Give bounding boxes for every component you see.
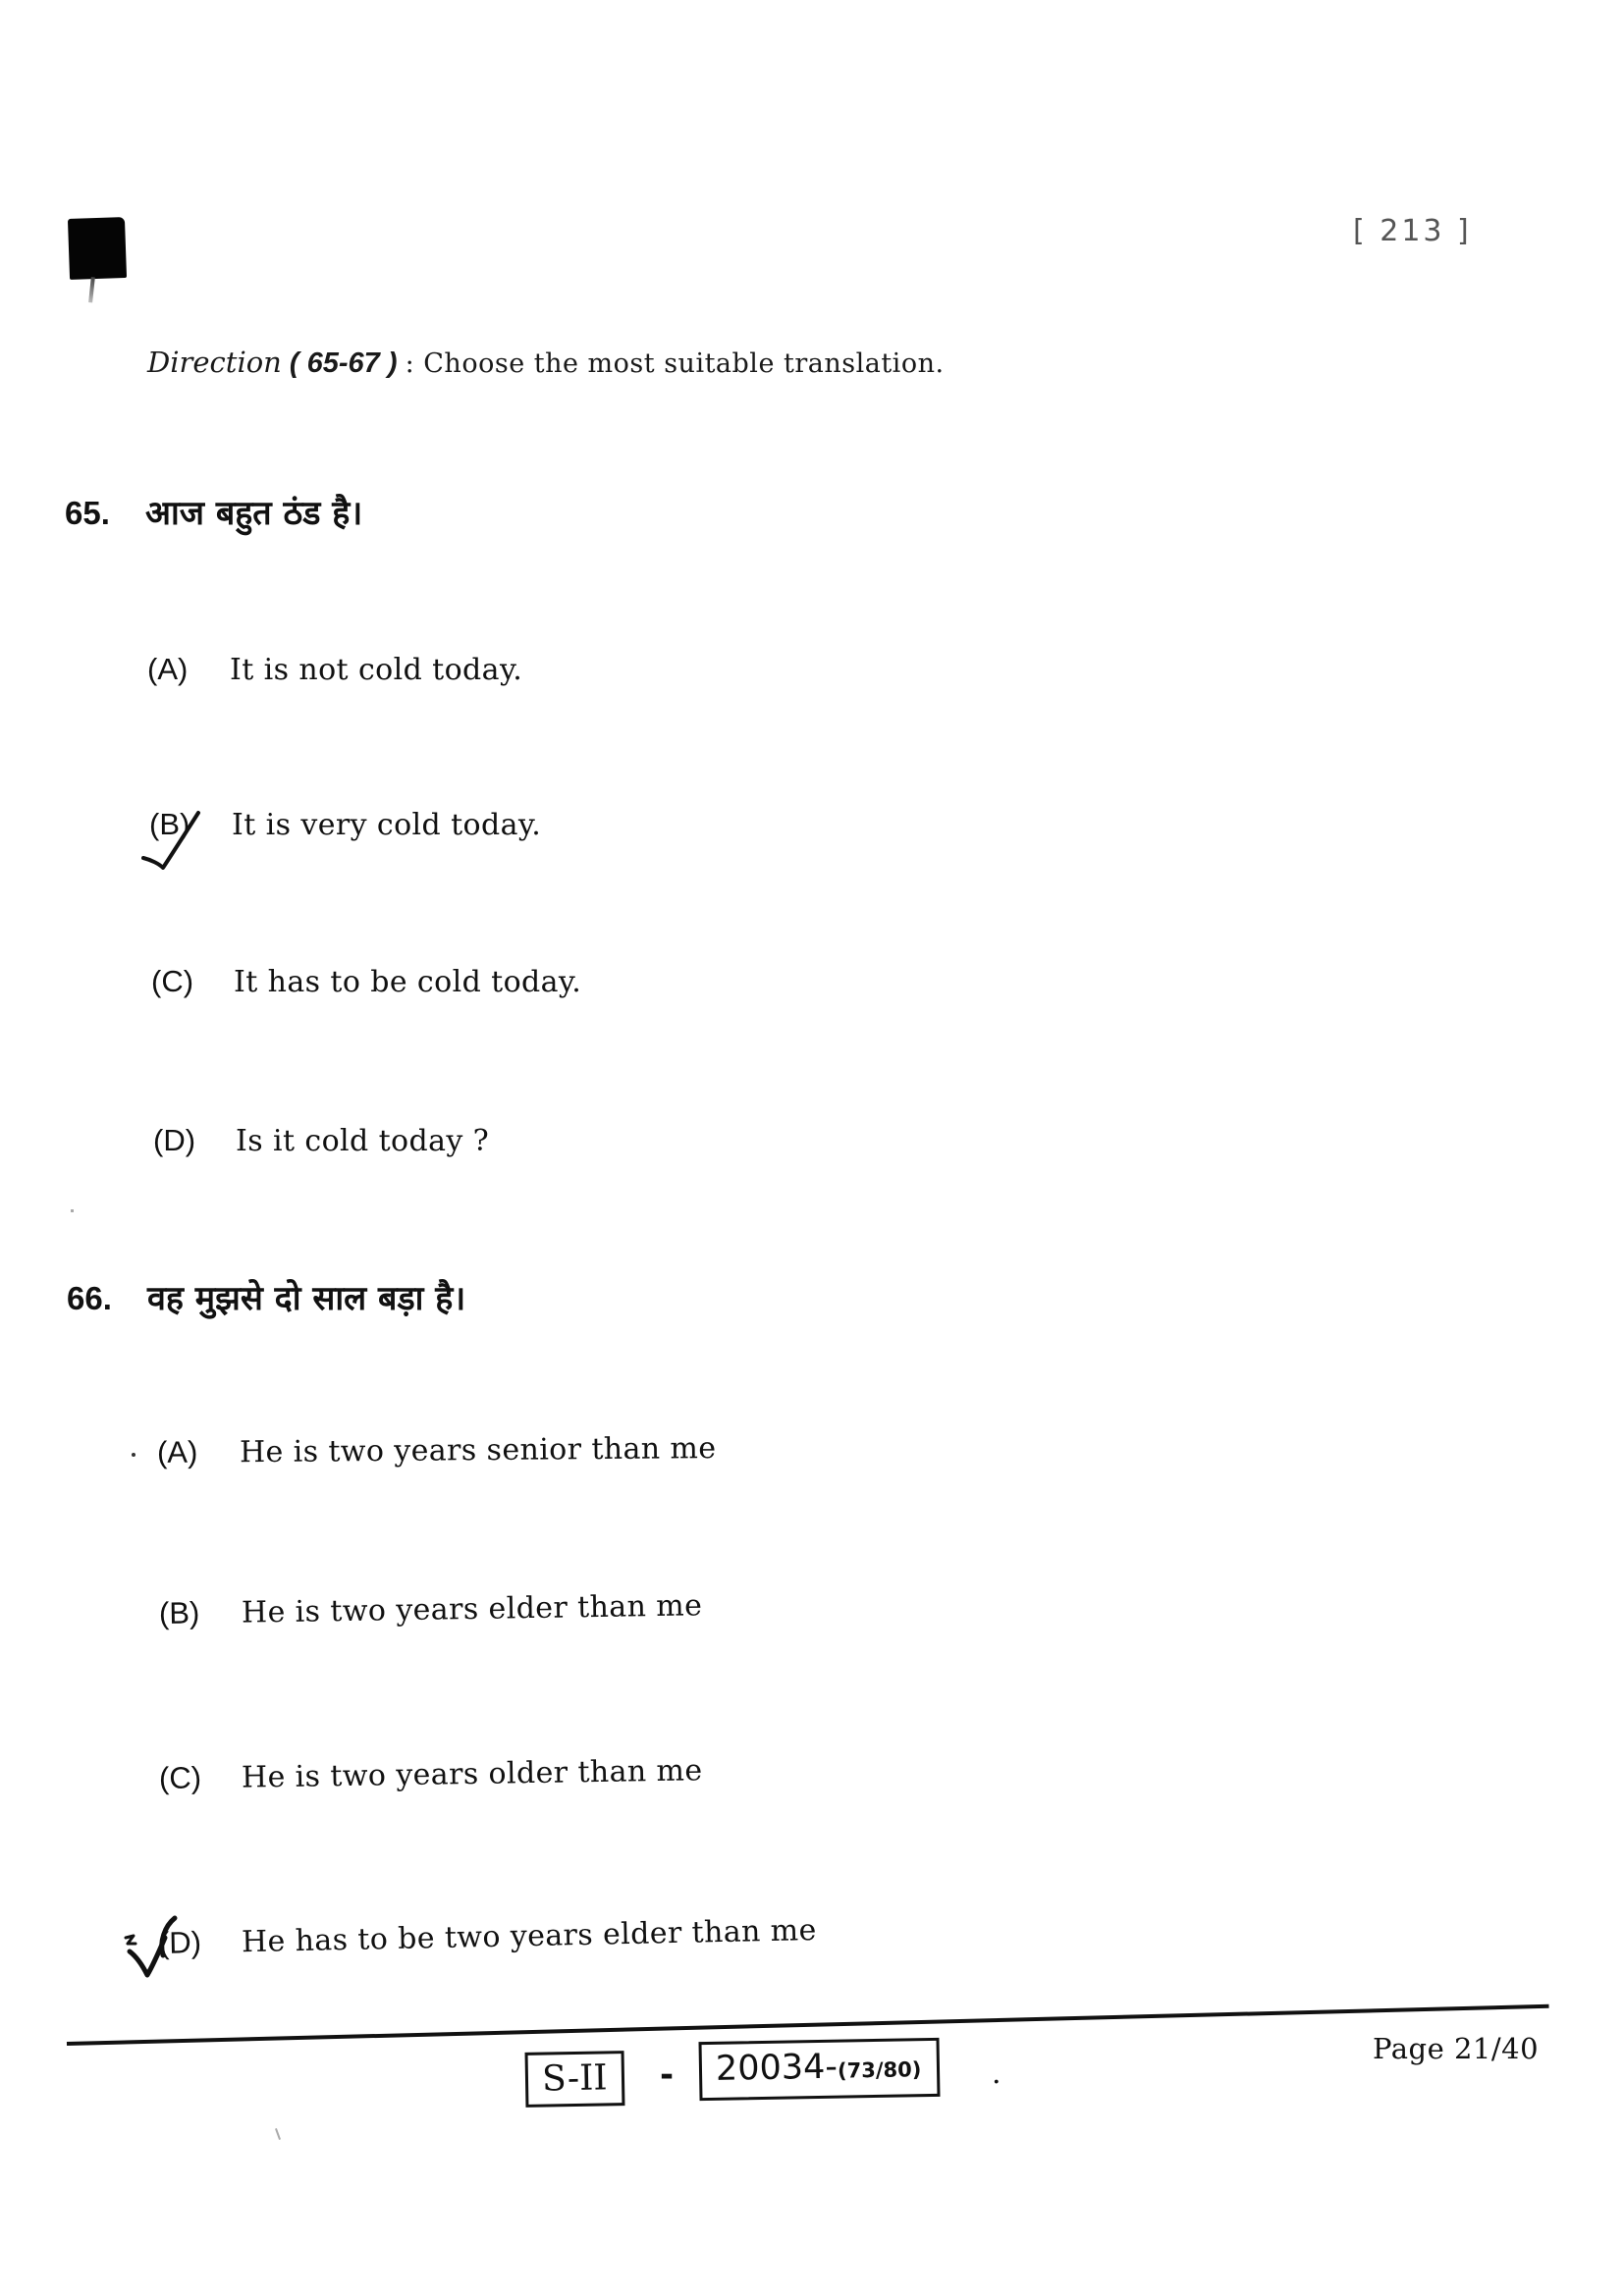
- option-text: He is two years older than me: [241, 1753, 703, 1795]
- option-66-c[interactable]: [159, 1752, 703, 1796]
- series-code-box: S-II: [525, 2051, 625, 2108]
- scan-dot: [132, 1453, 135, 1457]
- question-65: [65, 489, 362, 534]
- option-65-d[interactable]: [153, 1123, 489, 1158]
- paper-code-box: [698, 2038, 940, 2101]
- option-label: (B): [149, 807, 190, 841]
- option-text: He has to be two years elder than me: [241, 1912, 818, 1960]
- question-text-hindi: आज बहुत ठंड है।: [145, 494, 363, 533]
- option-label: (A): [156, 1434, 198, 1469]
- question-number: 66.: [67, 1280, 112, 1316]
- option-text: It is very cold today.: [232, 808, 542, 842]
- option-65-a[interactable]: [147, 652, 522, 687]
- option-text: He is two years senior than me: [239, 1431, 717, 1470]
- scan-speck: [275, 2128, 281, 2140]
- page-code: [ 213 ]: [1353, 214, 1472, 248]
- option-65-c[interactable]: [151, 964, 581, 999]
- paper-code-sub: (73/80): [837, 2057, 922, 2083]
- option-66-d[interactable]: [159, 1912, 817, 1961]
- question-number: 65.: [65, 495, 110, 531]
- page-number: Page 21/40: [1373, 2032, 1540, 2065]
- question-text-hindi: वह मुझसे दो साल बड़ा है।: [147, 1279, 466, 1318]
- paper-code: 20034-: [715, 2047, 839, 2089]
- option-text: It has to be cold today.: [234, 965, 582, 999]
- option-text: It is not cold today.: [230, 653, 523, 687]
- footer-dot: .: [992, 2056, 1001, 2091]
- option-label: (C): [158, 1760, 202, 1795]
- direction-label: Direction: [147, 346, 282, 379]
- question-66: [67, 1274, 465, 1319]
- registration-mark: [68, 217, 127, 280]
- option-label: (A): [147, 652, 189, 686]
- option-label: (C): [151, 964, 194, 998]
- direction-instruction: [147, 346, 945, 380]
- option-label: (D): [153, 1123, 196, 1157]
- direction-range: ( 65-67 ): [289, 347, 398, 379]
- option-66-b[interactable]: [159, 1587, 703, 1631]
- option-65-b[interactable]: [149, 807, 541, 842]
- option-text: He is two years elder than me: [241, 1588, 703, 1630]
- scan-speck: [71, 1209, 74, 1212]
- footer-separator: -: [660, 2056, 675, 2095]
- option-label: (B): [158, 1595, 200, 1630]
- option-66-a[interactable]: [157, 1430, 717, 1470]
- option-text: Is it cold today ?: [236, 1124, 490, 1158]
- direction-text: : Choose the most suitable translation.: [405, 348, 945, 379]
- option-label: (D): [158, 1925, 202, 1960]
